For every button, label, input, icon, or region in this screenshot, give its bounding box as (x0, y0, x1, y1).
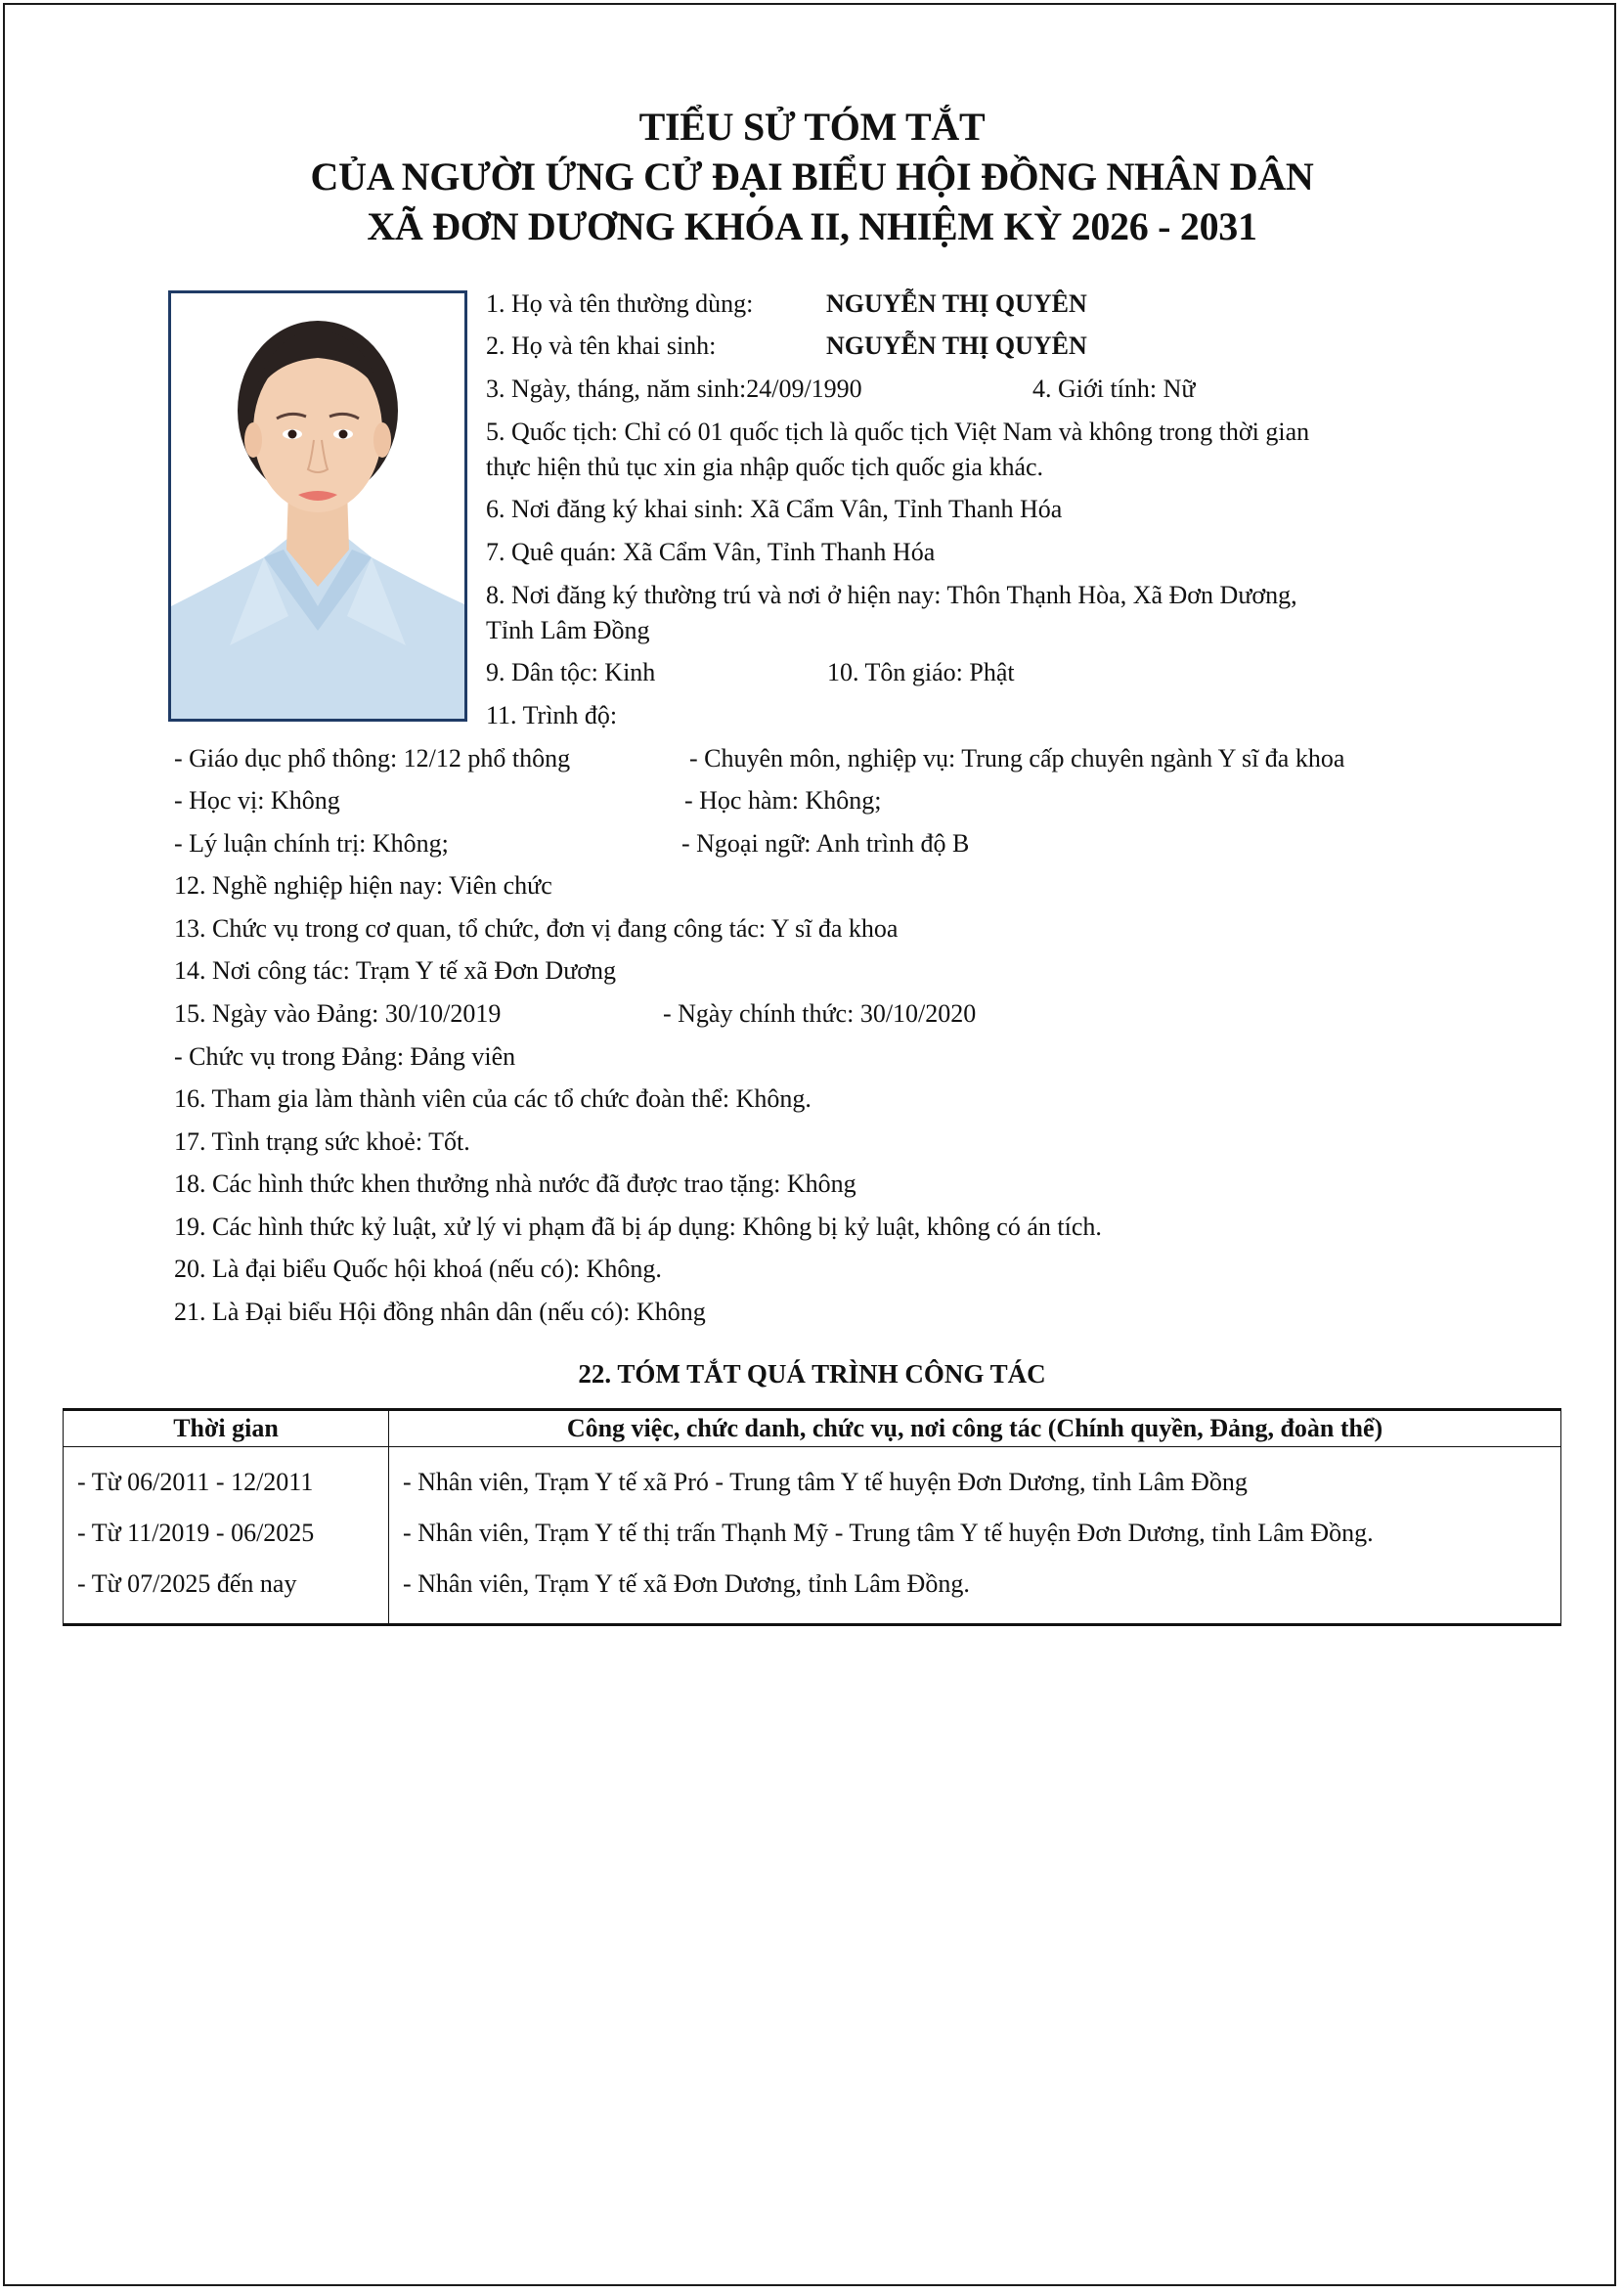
national-assembly-delegate: 20. Là đại biểu Quốc hội khoá (nếu có): Không. (174, 1255, 662, 1283)
birth-name-label: 2. Họ và tên khai sinh: (486, 331, 717, 360)
row-description: - Nhân viên, Trạm Y tế thị trấn Thạnh Mỹ - Trung tâm Y tế huyện Đơn Dương, tỉnh Lâm Đồng. (389, 1508, 1561, 1559)
table-header-row (64, 1410, 1561, 1447)
nationality-line2: thực hiện thủ tục xin gia nhập quốc tịch quốc gia khác. (486, 453, 1044, 481)
row-time: - Từ 06/2011 - 12/2011 (64, 1447, 389, 1509)
residence-line2: Tỉnh Lâm Đồng (486, 616, 650, 644)
foreign-language: - Ngoại ngữ: Anh trình độ B (681, 829, 970, 858)
current-occupation: 12. Nghề nghiệp hiện nay: Viên chức (174, 871, 552, 900)
organization-membership: 16. Tham gia làm thành viên của các tổ chức đoàn thể: Không. (174, 1084, 812, 1113)
column-header-description: Công việc, chức danh, chức vụ, nơi công tác (Chính quyền, Đảng, đoàn thể) (389, 1410, 1561, 1447)
full-name-value: NGUYỄN THỊ QUYÊN (826, 289, 1087, 318)
gender: 4. Giới tính: Nữ (1032, 375, 1196, 403)
birth-name-value: NGUYỄN THỊ QUYÊN (826, 331, 1087, 360)
professional-qualification: - Chuyên môn, nghiệp vụ: Trung cấp chuyên ngành Y sĩ đa khoa (689, 744, 1345, 772)
table-row (64, 1559, 1561, 1625)
political-theory: - Lý luận chính trị: Không; (174, 829, 449, 858)
candidate-photo (168, 290, 467, 722)
current-position: 13. Chức vụ trong cơ quan, tổ chức, đơn vị đang công tác: Y sĩ đa khoa (174, 914, 899, 943)
column-header-time: Thời gian (64, 1410, 389, 1447)
academic-title: - Học hàm: Không; (684, 786, 882, 815)
row-time: - Từ 07/2025 đến nay (64, 1559, 389, 1625)
row-description: - Nhân viên, Trạm Y tế xã Đơn Dương, tỉnh Lâm Đồng. (389, 1559, 1561, 1625)
education-heading: 11. Trình độ: (486, 701, 618, 729)
religion: 10. Tôn giáo: Phật (827, 658, 1015, 686)
academic-degree: - Học vị: Không (174, 786, 340, 815)
full-name-label: 1. Họ và tên thường dùng: (486, 289, 754, 318)
hometown: 7. Quê quán: Xã Cẩm Vân, Tỉnh Thanh Hóa (486, 538, 936, 566)
work-history-title: 22. TÓM TẮT QUÁ TRÌNH CÔNG TÁC (578, 1359, 1046, 1389)
health-status: 17. Tình trạng sức khoẻ: Tốt. (174, 1127, 470, 1156)
row-time: - Từ 11/2019 - 06/2025 (64, 1508, 389, 1559)
table-row (64, 1447, 1561, 1509)
portrait-photo-icon (171, 293, 464, 719)
document-subtitle-term: XÃ ĐƠN DƯƠNG KHÓA II, NHIỆM KỲ 2026 - 2031 (367, 204, 1257, 248)
document-subtitle: CỦA NGƯỜI ỨNG CỬ ĐẠI BIỂU HỘI ĐỒNG NHÂN DÂN (310, 154, 1314, 199)
party-position: - Chức vụ trong Đảng: Đảng viên (174, 1042, 516, 1071)
date-of-birth: 3. Ngày, tháng, năm sinh:24/09/1990 (486, 375, 862, 403)
ethnicity: 9. Dân tộc: Kinh (486, 658, 656, 686)
birth-registration-place: 6. Nơi đăng ký khai sinh: Xã Cẩm Vân, Tỉnh Thanh Hóa (486, 495, 1063, 523)
work-history-table (63, 1408, 1561, 1626)
general-education: - Giáo dục phổ thông: 12/12 phổ thông (174, 744, 571, 772)
state-awards: 18. Các hình thức khen thưởng nhà nước đã được trao tặng: Không (174, 1169, 856, 1198)
workplace: 14. Nơi công tác: Trạm Y tế xã Đơn Dương (174, 956, 617, 985)
party-official-date: - Ngày chính thức: 30/10/2020 (663, 999, 977, 1028)
party-join-date: 15. Ngày vào Đảng: 30/10/2019 (174, 999, 502, 1028)
document-title: TIỂU SỬ TÓM TẮT (638, 105, 986, 149)
row-description: - Nhân viên, Trạm Y tế xã Pró - Trung tâm Y tế huyện Đơn Dương, tỉnh Lâm Đồng (389, 1447, 1561, 1509)
table-row (64, 1508, 1561, 1559)
disciplinary-record: 19. Các hình thức kỷ luật, xử lý vi phạm đã bị áp dụng: Không bị kỷ luật, không có án tích. (174, 1213, 1102, 1241)
residence-line1: 8. Nơi đăng ký thường trú và nơi ở hiện nay: Thôn Thạnh Hòa, Xã Đơn Dương, (486, 581, 1297, 609)
nationality-line1: 5. Quốc tịch: Chỉ có 01 quốc tịch là quốc tịch Việt Nam và không trong thời gian (486, 418, 1310, 446)
peoples-council-delegate: 21. Là Đại biểu Hội đồng nhân dân (nếu có): Không (174, 1298, 706, 1326)
